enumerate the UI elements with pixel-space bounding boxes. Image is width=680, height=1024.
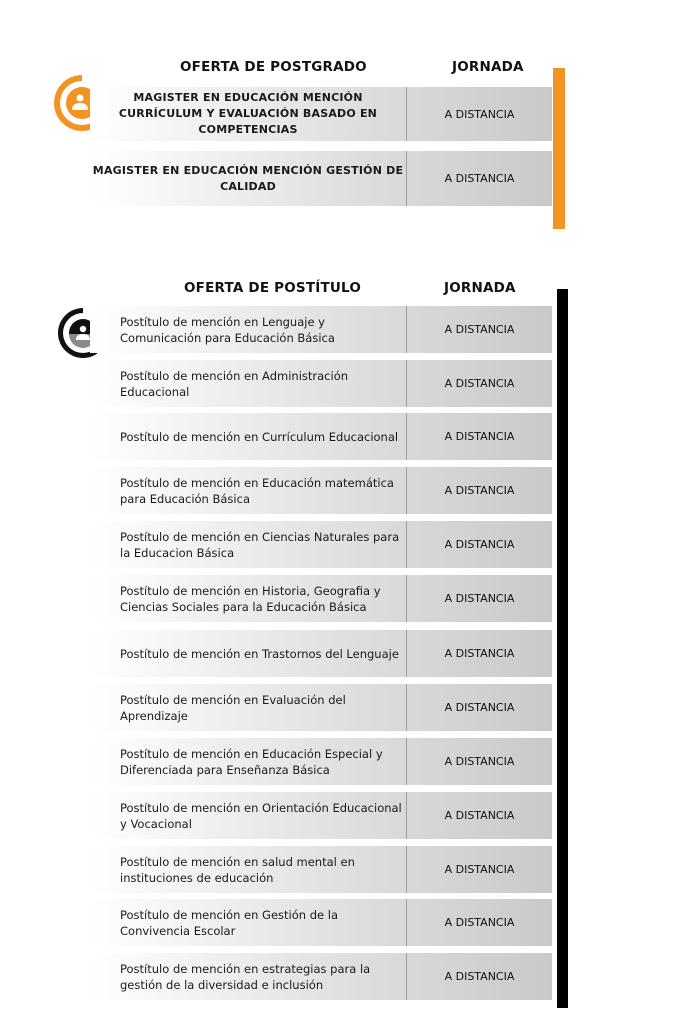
program-title: Postítulo de mención en salud mental en instituciones de educación bbox=[120, 854, 355, 885]
jornada-value: A DISTANCIA bbox=[444, 863, 515, 876]
program-title: MAGISTER EN EDUCACIÓN MENCIÓN GESTIÓN DE CALIDAD bbox=[92, 163, 404, 193]
postitulo-row bbox=[90, 360, 552, 407]
program-title: Postítulo de mención en Evaluación del Aprendizaje bbox=[120, 692, 346, 723]
program-title: Postítulo de mención en Administración Educacional bbox=[120, 368, 349, 399]
program-title: Postítulo de mención en Trastornos del Lenguaje bbox=[120, 646, 399, 661]
program-title: Postítulo de mención en Orientación Educacional y Vocacional bbox=[120, 800, 402, 831]
program-title: Postítulo de mención en Educación matemática para Educación Básica bbox=[120, 475, 394, 506]
jornada-value: A DISTANCIA bbox=[444, 755, 515, 768]
postitulo-header-title: OFERTA DE POSTÍTULO bbox=[184, 280, 362, 296]
jornada-value: A DISTANCIA bbox=[444, 970, 515, 983]
jornada-value: A DISTANCIA bbox=[444, 107, 515, 121]
program-title: Postítulo de mención en Gestión de la Convivencia Escolar bbox=[120, 907, 338, 938]
jornada-value: A DISTANCIA bbox=[444, 484, 515, 497]
program-title: Postítulo de mención en Educación Especial y Diferenciada para Enseñanza Básica bbox=[120, 746, 383, 777]
postitulo-header-jornada: JORNADA bbox=[444, 280, 516, 296]
jornada-value: A DISTANCIA bbox=[444, 323, 515, 336]
jornada-value: A DISTANCIA bbox=[444, 538, 515, 551]
postitulo-row bbox=[90, 306, 552, 353]
jornada-value: A DISTANCIA bbox=[444, 916, 515, 929]
program-title: Postítulo de mención en Lenguaje y Comunicación para Educación Básica bbox=[120, 314, 335, 345]
postgrado-header-title: OFERTA DE POSTGRADO bbox=[180, 59, 367, 75]
jornada-value: A DISTANCIA bbox=[444, 701, 515, 714]
postitulo-row bbox=[90, 467, 552, 514]
postitulo-row bbox=[90, 413, 552, 460]
jornada-value: A DISTANCIA bbox=[444, 809, 515, 822]
jornada-value: A DISTANCIA bbox=[444, 430, 515, 443]
program-title: Postítulo de mención en estrategias para la gestión de la diversidad e inclusión bbox=[120, 961, 371, 992]
program-title: Postítulo de mención en Historia, Geografia y Ciencias Sociales para la Educación Básica bbox=[120, 583, 381, 614]
postitulo-row bbox=[90, 630, 552, 677]
postgrado-accent-bar bbox=[553, 68, 565, 229]
jornada-value: A DISTANCIA bbox=[444, 377, 515, 390]
postitulo-row bbox=[90, 899, 552, 946]
program-title: MAGISTER EN EDUCACIÓN MENCIÓN CURRÍCULUM Y EVALUACIÓN BASADO EN COMPETENCIAS bbox=[118, 91, 378, 136]
postitulo-row bbox=[90, 738, 552, 785]
postitulo-row bbox=[90, 684, 552, 731]
postitulo-row bbox=[90, 846, 552, 893]
postitulo-row bbox=[90, 792, 552, 839]
program-title: Postítulo de mención en Ciencias Naturales para la Educacion Básica bbox=[120, 529, 400, 560]
postitulo-row bbox=[90, 521, 552, 568]
program-title: Postítulo de mención en Currículum Educacional bbox=[120, 429, 399, 444]
postitulo-row bbox=[90, 575, 552, 622]
jornada-value: A DISTANCIA bbox=[444, 647, 515, 660]
jornada-value: A DISTANCIA bbox=[444, 592, 515, 605]
postgrado-row bbox=[90, 151, 552, 206]
postitulo-accent-bar bbox=[557, 289, 568, 1008]
postitulo-row bbox=[90, 953, 552, 1000]
postgrado-header-jornada: JORNADA bbox=[452, 59, 524, 75]
jornada-value: A DISTANCIA bbox=[444, 172, 515, 185]
postgrado-row bbox=[90, 87, 552, 141]
